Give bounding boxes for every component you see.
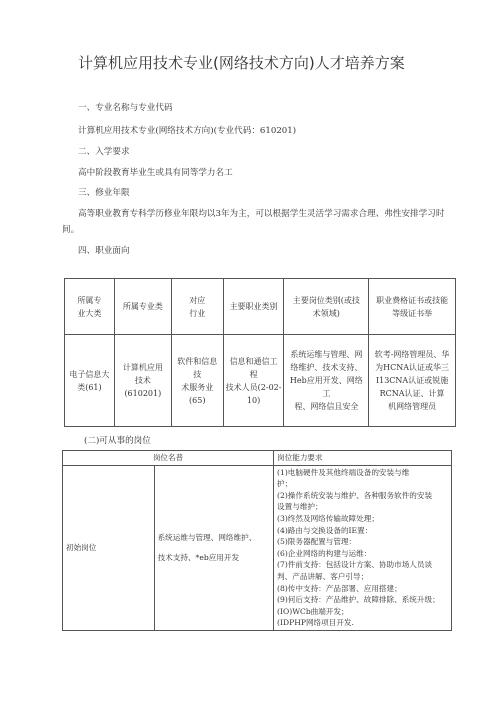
table-header-row <box>65 279 456 335</box>
list-item: (IDPHP网络项目开发. <box>277 618 354 628</box>
header-cell: 所属专业类 <box>114 279 171 335</box>
position-name-cell: 系统运维与管理、网络维护、 技术支持、*eb应用开发 <box>154 465 273 630</box>
subsection-2-heading: (二)可从事的岗位 <box>84 436 151 446</box>
header-cell: 职业费格证书或技能 等级证书举 <box>369 279 456 335</box>
section-1-text: 计算机应用技术专业(网络技术方向)(专业代码：610201) <box>78 126 297 136</box>
header-cell: 所属专 业大类 <box>65 279 115 335</box>
list-item: (5)限务器配置与管理： <box>277 537 357 547</box>
list-item: (2)操作系统安装与维护、各种服务软件的安装 <box>277 490 433 500</box>
list-item: (7)件前支持：包括设计方案、协助市场人员谈 <box>277 560 433 570</box>
table-cell: 信息和通信工程 技术人员(2-02- 10) <box>223 335 284 427</box>
table-row <box>63 465 452 630</box>
list-item: 判、产品讲解、客户引导； <box>277 571 369 581</box>
section-3-heading: 三、修业年限 <box>78 188 130 198</box>
header-cell: 对应 行业 <box>171 279 223 335</box>
section-1-heading: 一、专业名称与专业代码 <box>78 103 173 113</box>
table-cell: 电子信息大 类(61) <box>65 335 115 427</box>
table-cell: 软件和信息技 术服务业(65) <box>171 335 223 427</box>
list-item: (4)路由与交换设备的IE置： <box>277 525 373 535</box>
section-2-text: 高中阶段教育毕业生或具有同等学力名工 <box>78 168 233 178</box>
list-item: (IO)WCb曲端开发； <box>277 606 349 616</box>
header-cell: 主要职业类别 <box>223 279 284 335</box>
table-row <box>65 335 456 427</box>
list-item: (3)终然及网络传输故障处理； <box>277 513 379 523</box>
list-item: 设置与维护； <box>277 502 323 512</box>
list-item: (8)传中支持：产品部署、应用搭建； <box>277 583 402 593</box>
table-cell: 计算机应用 技术(610201) <box>114 335 171 427</box>
table-cell: 系统运维与管理、网 络维护、技术支持、 Heb应用开发、网络工 程、网络信且安全 <box>284 335 369 427</box>
header-cell: 岗位能力要求 <box>274 451 452 466</box>
section-3-text: 高等职业教育专科学历修业年限均以3年为主，可以根据学生灵活学习需求合理、弗性安排学习时间。 <box>62 209 445 235</box>
row-label-cell: 初始岗位 <box>63 465 155 630</box>
section-4-heading: 四、职业面向 <box>78 246 130 256</box>
list-item: (1)电脑硬件及其他终端设备的安装与维 <box>277 467 410 477</box>
header-cell: 岗位名普 <box>63 451 274 466</box>
list-item: (9)何后支持：产品维护、故障排除、系统升级； <box>277 595 440 605</box>
section-2-heading: 二、入学要求 <box>78 147 130 157</box>
table-header-row <box>63 451 452 466</box>
header-cell: 主要岗位类别(或技 术领域) <box>284 279 369 335</box>
list-item: 护； <box>277 479 293 489</box>
document-title: 计算机应用技术专业(网络技术方向)人才培养方案 <box>78 54 405 72</box>
table-cell: 软考-网络管理员、华 为HCNA认证或华三 I13CNA认证或锐施 RCNA认证、计算 机网络管理员 <box>369 335 456 427</box>
positions-table <box>62 450 452 631</box>
career-orientation-table <box>64 278 456 427</box>
list-item: (6)企业网络的构建与运维： <box>277 548 372 558</box>
requirements-cell <box>274 465 452 630</box>
